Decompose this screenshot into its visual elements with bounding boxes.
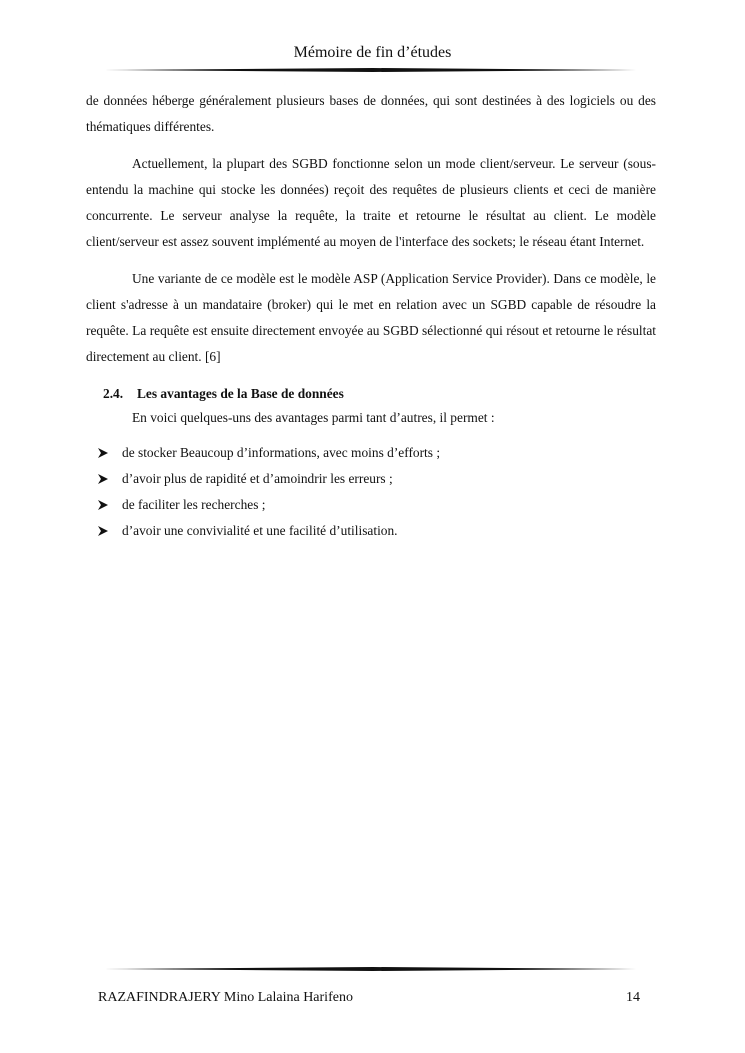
footer-divider [104, 967, 642, 971]
page-number: 14 [626, 990, 640, 1005]
section-number: 2.4. [103, 386, 124, 401]
section-heading [103, 384, 656, 404]
list-item [98, 440, 656, 466]
page-body [86, 88, 656, 544]
section-title: Les avantages de la Base de données [137, 386, 344, 401]
paragraph: de données héberge généralement plusieurs bases de données, qui sont destinées à des logiciels ou des thématiques différentes. [86, 93, 656, 134]
paragraph: Actuellement, la plupart des SGBD fonctionne selon un mode client/serveur. Le serveur (sous-entendu la machine qui stocke les données) reçoit des requêtes de plusieurs clients et ceci de manière concurrente. Le serveur analyse la requête, la traite et retourne le résultat au client. Le modèle client/serveur est assez souvent implémenté au moyen de l'interface des sockets; le réseau étant Internet. [86, 156, 656, 249]
advantages-list [86, 440, 656, 544]
list-item-text: d’avoir une convivialité et une facilité d’utilisation. [122, 523, 398, 538]
list-item-text: de faciliter les recherches ; [122, 497, 266, 512]
paragraph: Une variante de ce modèle est le modèle ASP (Application Service Provider). Dans ce modèle, le client s'adresse à un mandataire (broker) qui le met en relation avec un SGBD capable de résoudre la requête. La requête est ensuite directement envoyée au SGBD sélectionné qui résout et retourne le résultat directement au client. [6] [86, 271, 656, 364]
header-divider [104, 68, 642, 72]
arrowhead-bullet-icon [98, 474, 122, 484]
arrowhead-bullet-icon [98, 526, 122, 536]
page-header-title: Mémoire de fin d’études [293, 44, 452, 61]
list-item-text: de stocker Beaucoup d’informations, avec moins d’efforts ; [122, 445, 441, 460]
list-item [98, 492, 656, 518]
footer-author: RAZAFINDRAJERY Mino Lalaina Harifeno [98, 990, 353, 1005]
section-intro: En voici quelques-uns des avantages parmi tant d’autres, il permet : [132, 410, 495, 425]
arrowhead-bullet-icon [98, 448, 122, 458]
list-item-text: d’avoir plus de rapidité et d’amoindrir les erreurs ; [122, 471, 393, 486]
list-item [98, 518, 656, 544]
list-item [98, 466, 656, 492]
page-footer [98, 990, 640, 1006]
arrowhead-bullet-icon [98, 500, 122, 510]
